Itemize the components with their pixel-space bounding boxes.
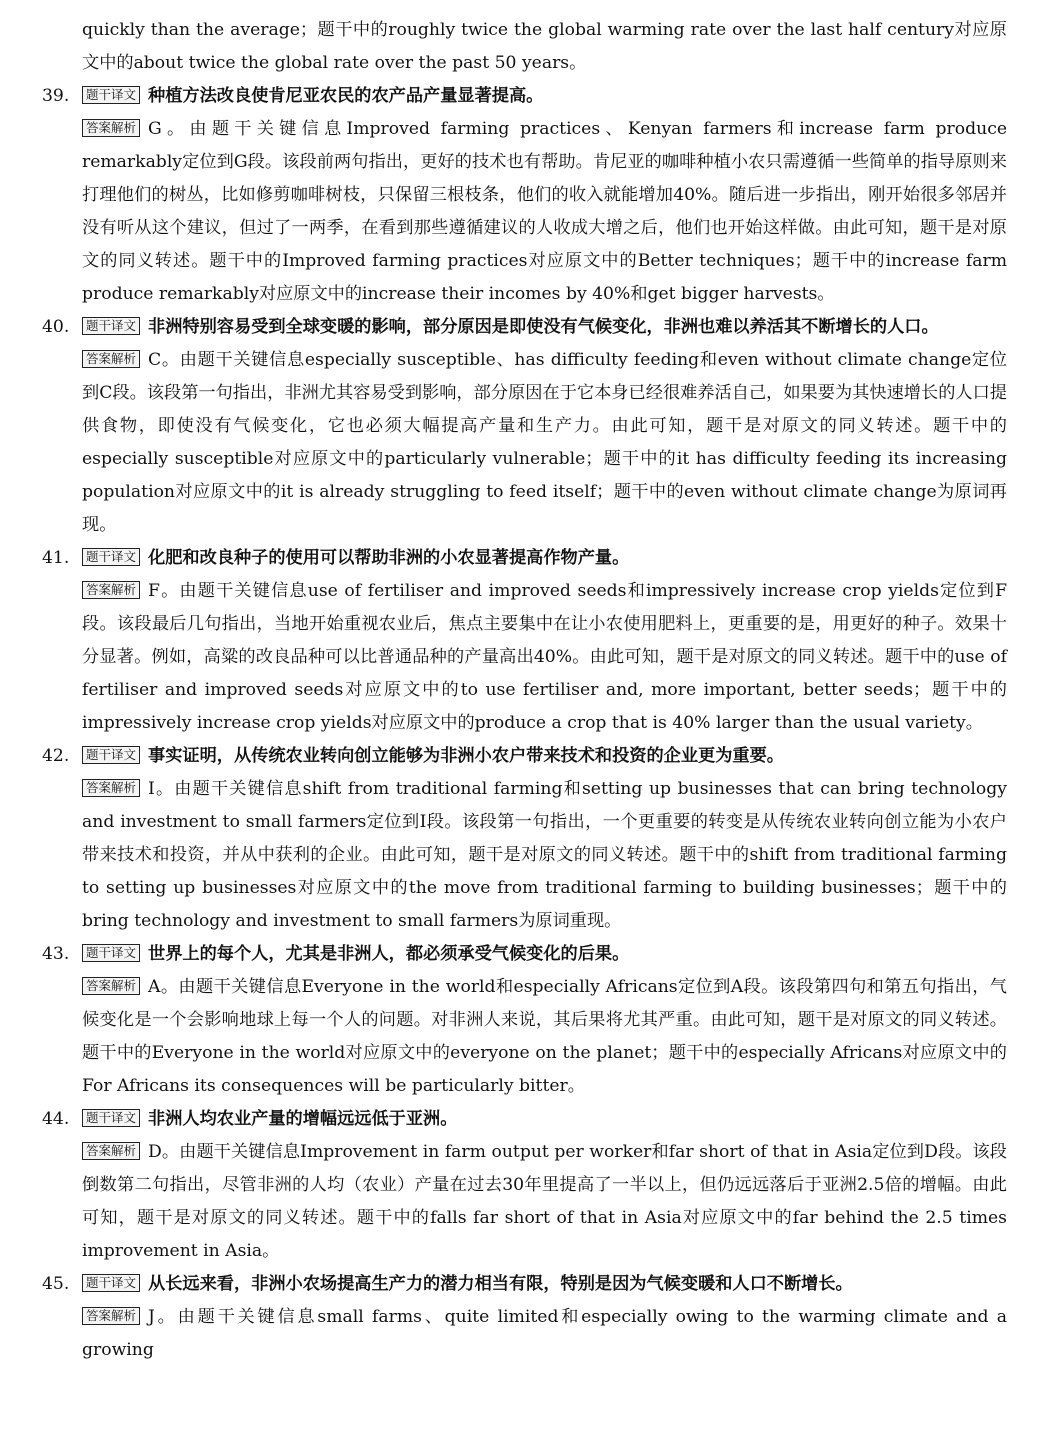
- answer-explanation: [82, 971, 1007, 1103]
- answer-explanation: [82, 1136, 1007, 1268]
- answer-explanation: [82, 1301, 1007, 1367]
- stem-text: 世界上的每个人，尤其是非洲人，都必须承受气候变化的后果。: [148, 944, 630, 964]
- question-number: 41.: [42, 548, 70, 568]
- question-stem: [82, 740, 1007, 773]
- question-stem: [82, 542, 1007, 575]
- answer-analysis-tag: 答案解析: [82, 977, 140, 995]
- answer-explanation: [82, 773, 1007, 938]
- question-stem: [82, 311, 1007, 344]
- answer-text: D。由题干关键信息Improvement in farm output per worker和far short of that in Asia定位到D段。该段倒数第二句指出，尽管非洲的人均（农业）产量在过去30年里提高了一半以上，但仍远远落后于亚洲2.5倍的增幅。由此可知，题干是对原文的同义转述。题干中的falls far short of that in Asia对应原文中的far behind the 2.5 times improvement in Asia。: [82, 1142, 1007, 1261]
- answer-explanation: [82, 113, 1007, 311]
- question-item-41: [42, 542, 1007, 740]
- answer-text: F。由题干关键信息use of fertiliser and improved seeds和impressively increase crop yields定位到F段。该段最后几句指出，当地开始重视农业后，焦点主要集中在让小农使用肥料上，更重要的是，用更好的种子。效果十分显著。例如，高粱的改良品种可以比普通品种的产量高出40%。由此可知，题干是对原文的同义转述。题干中的use of fertiliser and improved seeds对应原文中的to use fertiliser and, more important, better seeds；题干中的impressively increase crop yields对应原文中的produce a crop that is 40% larger than the usual variety。: [82, 581, 1007, 733]
- answer-text: J。由题干关键信息small farms、quite limited和especially owing to the warming climate and a growing: [82, 1307, 1007, 1360]
- question-stem: [82, 938, 1007, 971]
- stem-text: 事实证明，从传统农业转向创立能够为非洲小农户带来技术和投资的企业更为重要。: [148, 746, 784, 766]
- question-item-42: [42, 740, 1007, 938]
- question-stem: [82, 1103, 1007, 1136]
- question-number: 39.: [42, 86, 70, 106]
- question-item-40: [42, 311, 1007, 542]
- question-item-45: [42, 1268, 1007, 1367]
- stem-translation-tag: 题干译文: [82, 86, 140, 104]
- question-number: 43.: [42, 944, 70, 964]
- question-stem: [82, 80, 1007, 113]
- answer-analysis-tag: 答案解析: [82, 581, 140, 599]
- question-item-39: [42, 80, 1007, 311]
- answer-analysis-tag: 答案解析: [82, 1307, 140, 1325]
- answer-explanation: [82, 344, 1007, 542]
- answer-explanation: [82, 575, 1007, 740]
- stem-text: 从长远来看，非洲小农场提高生产力的潜力相当有限，特别是因为气候变暖和人口不断增长。: [148, 1274, 853, 1294]
- answer-text: C。由题干关键信息especially susceptible、has difficulty feeding和even without climate change定位到C段。该段第一句指出，非洲尤其容易受到影响，部分原因在于它本身已经很难养活自己，如果要为其快速增长的人口提供食物，即使没有气候变化，它也必须大幅提高产量和生产力。由此可知，题干是对原文的同义转述。题干中的especially susceptible对应原文中的particularly vulnerable；题干中的it has difficulty feeding its increasing population对应原文中的it is already struggling to feed itself；题干中的even without climate change为原词再现。: [82, 350, 1007, 535]
- stem-translation-tag: 题干译文: [82, 1109, 140, 1127]
- stem-text: 非洲人均农业产量的增幅远远低于亚洲。: [148, 1109, 458, 1129]
- answer-text: A。由题干关键信息Everyone in the world和especially Africans定位到A段。该段第四句和第五句指出，气候变化是一个会影响地球上每一个人的问题。对非洲人来说，其后果将尤其严重。由此可知，题干是对原文的同义转述。题干中的Everyone in the world对应原文中的everyone on the planet；题干中的especially Africans对应原文中的For Africans its consequences will be particularly bitter。: [82, 977, 1007, 1096]
- stem-translation-tag: 题干译文: [82, 548, 140, 566]
- answer-analysis-tag: 答案解析: [82, 779, 140, 797]
- stem-text: 非洲特别容易受到全球变暖的影响，部分原因是即使没有气候变化，非洲也难以养活其不断增长的人口。: [148, 317, 939, 337]
- question-number: 40.: [42, 317, 70, 337]
- question-item-44: [42, 1103, 1007, 1268]
- stem-text: 种植方法改良使肯尼亚农民的农产品产量显著提高。: [148, 86, 544, 106]
- stem-translation-tag: 题干译文: [82, 746, 140, 764]
- question-number: 45.: [42, 1274, 70, 1294]
- answer-analysis-tag: 答案解析: [82, 119, 140, 137]
- question-number: 42.: [42, 746, 70, 766]
- stem-translation-tag: 题干译文: [82, 944, 140, 962]
- intro-paragraph: quickly than the average；题干中的roughly twice the global warming rate over the last half century对应原文中的about twice the global rate over the past 50 years。: [82, 20, 1007, 73]
- answer-text: G。由题干关键信息Improved farming practices、Kenyan farmers和increase farm produce remarkably定位到G段。该段前两句指出，更好的技术也有帮助。肯尼亚的咖啡种植小农只需遵循一些简单的指导原则来打理他们的树丛，比如修剪咖啡树枝，只保留三根枝条，他们的收入就能增加40%。随后进一步指出，刚开始很多邻居并没有听从这个建议，但过了一两季，在看到那些遵循建议的人收成大增之后，他们也开始这样做。由此可知，题干是对原文的同义转述。题干中的Improved farming practices对应原文中的Better techniques；题干中的increase farm produce remarkably对应原文中的increase their incomes by 40%和get bigger harvests。: [82, 119, 1007, 304]
- stem-translation-tag: 题干译文: [82, 317, 140, 335]
- question-stem: [82, 1268, 1007, 1301]
- stem-text: 化肥和改良种子的使用可以帮助非洲的小农显著提高作物产量。: [148, 548, 630, 568]
- answer-analysis-tag: 答案解析: [82, 1142, 140, 1160]
- question-number: 44.: [42, 1109, 70, 1129]
- question-item-43: [42, 938, 1007, 1103]
- answer-text: I。由题干关键信息shift from traditional farming和setting up businesses that can bring technology and investment to small farmers定位到I段。该段第一句指出，一个更重要的转变是从传统农业转向创立能为小农户带来技术和投资，并从中获利的企业。由此可知，题干是对原文的同义转述。题干中的shift from traditional farming to setting up businesses对应原文中的the move from traditional farming to building businesses；题干中的bring technology and investment to small farmers为原词重现。: [82, 779, 1007, 931]
- answer-analysis-tag: 答案解析: [82, 350, 140, 368]
- stem-translation-tag: 题干译文: [82, 1274, 140, 1292]
